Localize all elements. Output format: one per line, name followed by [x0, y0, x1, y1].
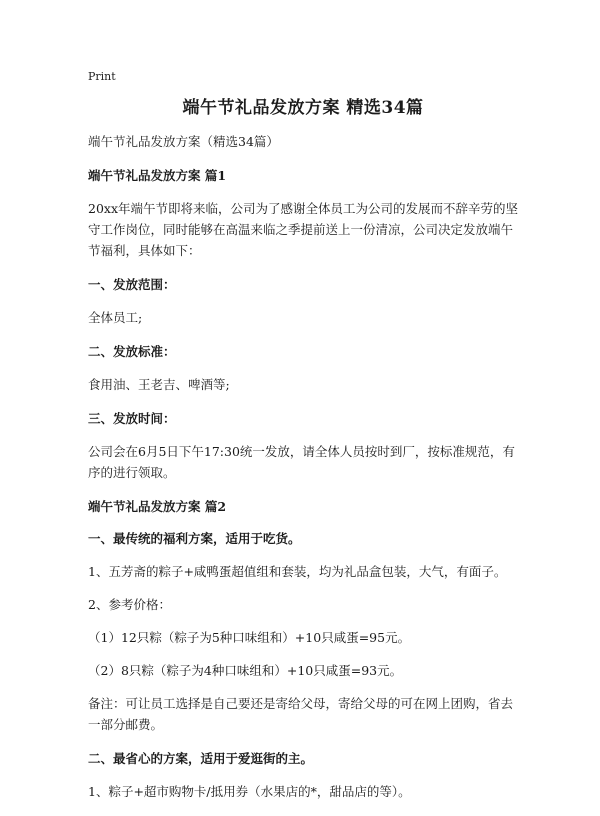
- easy-item-1: 1、粽子+超市购物卡/抵用券（水果店的*，甜品店的等）。: [88, 784, 411, 799]
- scope-text: 全体员工;: [88, 310, 143, 325]
- standard-text: 食用油、王老吉、啤酒等;: [88, 377, 230, 392]
- document-title: 端午节礼品发放方案 精选34篇: [182, 98, 424, 118]
- section2-heading: 端午节礼品发放方案 篇2: [88, 499, 227, 514]
- note-text: 备注：可让员工选择是自己要还是寄给父母，寄给父母的可在网上团购，省去一部分邮费。: [88, 696, 514, 732]
- traditional-item-1: 1、五芳斋的粽子+咸鸭蛋超值组和套装，均为礼品盒包装，大气，有面子。: [88, 564, 507, 579]
- traditional-heading: 一、最传统的福利方案，适用于吃货。: [88, 531, 301, 546]
- price-option-1: （1）12只粽（粽子为5种口味组和）+10只咸蛋=95元。: [88, 630, 411, 645]
- easy-heading: 二、最省心的方案，适用于爱逛街的主。: [88, 751, 314, 766]
- traditional-item-2: 2、参考价格：: [88, 597, 171, 612]
- time-heading: 三、发放时间：: [88, 411, 176, 426]
- time-text: 公司会在6月5日下午17:30统一发放，请全体人员按时到厂，按标准规范，有序的进行领取。: [88, 444, 515, 480]
- price-option-2: （2）8只粽（粽子为4种口味组和）+10只咸蛋=93元。: [88, 663, 403, 678]
- section1-heading: 端午节礼品发放方案 篇1: [88, 168, 227, 183]
- section1-intro: 20xx年端午节即将来临，公司为了感谢全体员工为公司的发展而不辞辛劳的坚守工作岗位，同时能够在高温来临之季提前送上一份清凉，公司决定发放端午节福利，具体如下：: [88, 201, 519, 258]
- standard-heading: 二、发放标准：: [88, 344, 176, 359]
- document-subtitle: 端午节礼品发放方案（精选34篇）: [88, 134, 279, 149]
- document-body: [88, 70, 518, 816]
- print-label[interactable]: Print: [88, 70, 116, 83]
- scope-heading: 一、发放范围：: [88, 277, 176, 292]
